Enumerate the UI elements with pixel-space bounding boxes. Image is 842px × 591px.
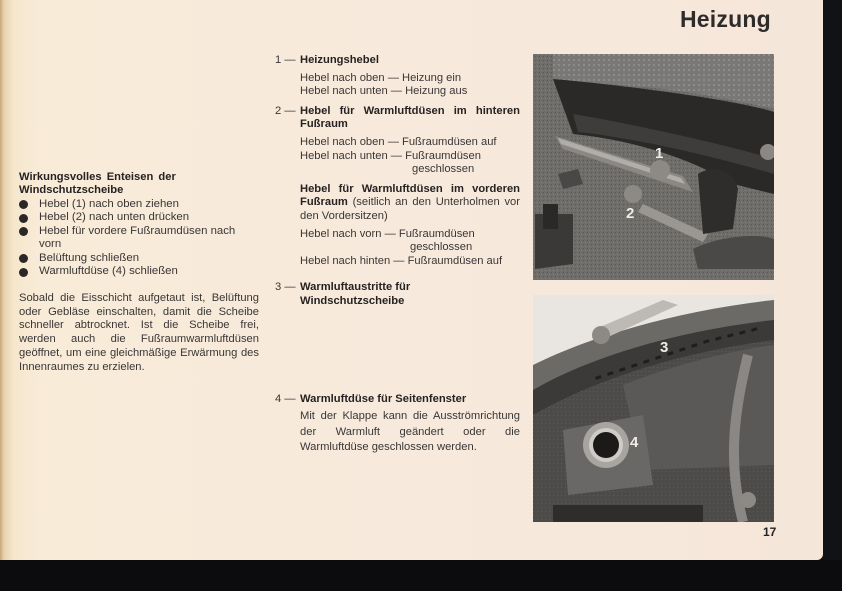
deicing-step: Belüftung schließen — [19, 252, 259, 266]
item-line: Hebel nach unten — Fußraumdüsen — [300, 149, 481, 162]
bullet-icon — [19, 200, 28, 209]
item-line: Hebel nach oben — Fußraumdüsen auf — [300, 135, 497, 148]
legend-item-3 — [275, 281, 490, 308]
item-number: 2 — — [275, 104, 296, 117]
deicing-step: Hebel (1) nach oben ziehen — [19, 198, 259, 212]
callout-3: 3 — [660, 339, 669, 356]
item-number: 1 — — [275, 54, 296, 66]
scan-edge-bottom — [0, 560, 842, 591]
photo-heating-levers — [533, 54, 774, 280]
deicing-step: Warmluftdüse (4) schließen — [19, 265, 259, 279]
bullet-icon — [19, 227, 28, 236]
item-line: Hebel nach vorn — Fußraumdüsen — [300, 227, 475, 240]
item-heading: Hebel für Warmluftdüsen im hinteren Fußraum — [300, 104, 520, 131]
callout-1: 1 — [655, 145, 664, 162]
item-heading: Warmluftdüse für Seitenfenster — [300, 392, 467, 405]
deicing-paragraph: Sobald die Eisschicht aufgetaut ist, Belüftung oder Gebläse einschalten, damit die Scheibe schneller abtrocknet. Ist die Scheibe frei, werden auch die Fußraumwarmluftdüsen geöffnet, um eine gleichmäßige Erwärmung des Innenraumes zu erzielen. — [19, 291, 259, 373]
item-text: Mit der Klappe kann die Ausströmrichtung der Warmluft geändert oder die Warmluftdüse geschlossen werden. — [300, 410, 520, 454]
deicing-step: Hebel (2) nach unten drücken — [19, 211, 259, 225]
photo-dashboard-vents — [533, 295, 774, 522]
item-line: Hebel nach hinten — Fußraumdüsen auf — [300, 254, 503, 267]
bullet-icon — [19, 214, 28, 223]
sub-item-description — [300, 183, 520, 224]
callout-2: 2 — [626, 205, 635, 222]
bullet-icon — [19, 254, 28, 263]
legend-item-2 — [275, 105, 520, 269]
dashboard-vents-image — [533, 295, 774, 522]
item-heading: Warmluftaustritte für Windschutzscheibe — [300, 281, 411, 307]
page-title: Heizung — [680, 6, 771, 32]
item-line: geschlossen — [410, 241, 473, 254]
deicing-step: Hebel für vordere Fußraumdüsen nach vorn — [19, 225, 259, 252]
controls-legend — [275, 54, 520, 456]
page-number: 17 — [763, 525, 777, 539]
bullet-icon — [19, 268, 28, 277]
item-line: Hebel nach unten — Heizung aus — [300, 85, 468, 98]
item-number: 3 — — [275, 281, 296, 294]
legend-item-1 — [275, 54, 520, 99]
heating-levers-image — [533, 54, 774, 280]
legend-item-4 — [275, 393, 520, 456]
sub-item-heading: Hebel für Warmluftdüsen im vorderen Fußraum — [300, 182, 520, 209]
sub-item-note: (seitlich an den Unterholmen vor den Vordersitzen) — [300, 196, 520, 222]
scan-edge-right — [823, 0, 842, 591]
item-line: Hebel nach oben — Heizung ein — [300, 71, 462, 84]
item-heading: Heizungshebel — [300, 54, 379, 66]
deicing-steps — [19, 198, 259, 279]
deicing-heading: Wirkungsvolles Enteisen der Windschutzscheibe — [19, 171, 176, 197]
item-line: geschlossen — [412, 163, 475, 176]
deicing-section — [19, 171, 259, 375]
item-number: 4 — — [275, 392, 296, 405]
callout-4: 4 — [630, 434, 639, 451]
